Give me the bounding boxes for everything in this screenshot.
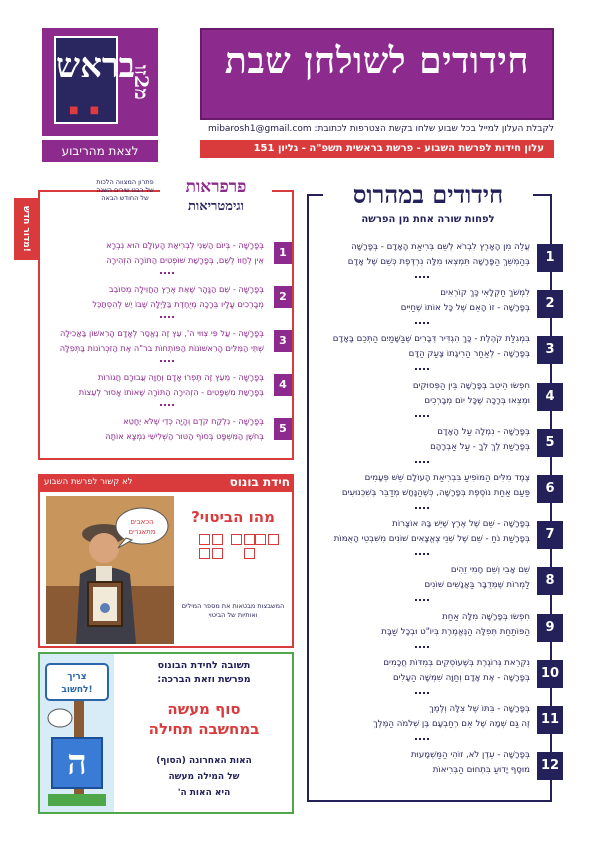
riddle-line: הַפּוֹתַחַת תְּפִלָּה הַנֶּאֱמֶרֶת בְּיוֹ"ט וּבְכָל שַׁבָּת	[381, 626, 530, 637]
pearl-number: 2	[274, 286, 292, 308]
riddle-line: בְּהַמְשֵׁךְ הַפָּרָשָׁה תִּמְצְאוּ מִלָּה נִרְדֶּפֶת כְּשֵׁם שֶׁל אָדָם	[347, 257, 530, 267]
riddle-item	[316, 469, 555, 511]
riddle-number: 4	[537, 383, 563, 411]
pearl-item	[46, 414, 294, 450]
letter-box	[255, 534, 266, 545]
row-divider	[160, 404, 174, 406]
new-section-tag: מדור חדש!	[14, 198, 38, 260]
logo-mark: בראש	[56, 46, 135, 86]
answer-source: מפרשת וזאת הברכה:	[157, 674, 251, 685]
letter-box	[244, 548, 255, 559]
pearl-line: בְּפָרָשָׁה - נִלְקַח קֹדֶם וְהָיָה כְּדֵי שֶׁלֹּא יֵחָטֵא	[123, 416, 264, 426]
pearl-line: אֵין לְחַוּוֹ לְשֵׁם, בְּפָרָשַׁת שׁוֹפְטִים הַתּוֹרָה הִזְהִירָה	[106, 255, 264, 265]
letter-box	[212, 548, 223, 559]
pearl-item	[46, 326, 294, 362]
riddle-number: 3	[537, 336, 563, 364]
riddle-text	[316, 517, 530, 547]
pearl-line: בְּפָרָשַׁת מִשְׁפָּטִים - הִזְהִירָה הַתּוֹרָה שֶׁאוֹתוֹ אָסוּר לְעֵצוֹת	[78, 387, 264, 397]
logo-caption: לצאת מהריבוע	[42, 140, 158, 162]
letter-box	[244, 534, 255, 545]
riddle-text	[316, 286, 530, 316]
answer-explanation-line2: של המילה מעשה	[168, 772, 240, 782]
riddle-line: בְּפָרָשָׁה - בִּתּוֹ שֶׁל צִלָּה וְלֶמֶךְ	[429, 704, 530, 714]
answer-heading: תשובה לחידת הבונוס	[157, 660, 251, 671]
issue-bar: עלון חידות לפרשת השבוע - פרשת בראשית תשפ"ה - גליון 151	[200, 140, 554, 158]
row-divider	[415, 322, 429, 324]
riddle-line: בְּפָרָשַׁת לֶךְ לְךָ - עַל אַבְרָהָם	[430, 441, 530, 452]
riddle-number: 8	[537, 567, 563, 595]
riddle-line: בְּפָרָשָׁה - שֵׁם שֶׁל אֶרֶץ שֶׁיֵּשׁ בָּהּ אוֹצָרוֹת	[392, 519, 530, 530]
pearls-title: פרפראות	[185, 177, 247, 197]
riddle-text	[316, 425, 530, 455]
newsletter-title: חידודים לשולחן שבת	[224, 40, 530, 82]
letter-box	[199, 548, 210, 559]
riddle-item	[316, 330, 555, 372]
answer-explanation-line1: האות האחרונה (הסוף)	[156, 756, 252, 766]
pearl-item	[46, 238, 294, 274]
answer-explanation-line3: היא האות ה'	[177, 788, 231, 798]
speech-bubble-line: מתאגרים	[128, 528, 156, 536]
pearl-number: 1	[274, 242, 292, 264]
pearl-number: 4	[274, 374, 292, 396]
pearl-text	[46, 370, 264, 400]
letter-box	[231, 534, 242, 545]
pearl-number: 5	[274, 418, 292, 440]
riddle-item	[316, 284, 555, 326]
riddle-number: 5	[537, 429, 563, 457]
riddle-line: שֵׁם אָבִי וְשֵׁם חָמִי זֵהִים	[450, 565, 530, 576]
logo-dots: ■ ■	[68, 105, 104, 116]
row-divider	[415, 415, 429, 417]
svg-text:צריך: צריך	[67, 672, 87, 682]
row-divider	[160, 316, 174, 318]
row-divider	[415, 738, 429, 740]
logo	[42, 28, 158, 136]
riddle-number: 11	[537, 706, 563, 734]
riddle-number: 10	[537, 660, 563, 688]
riddle-item	[316, 700, 560, 742]
riddle-line: בְּפָרָשָׁה - זוֹ הָאֵם שֶׁל כָּל אוֹתוֹ שֶׁחַיִּים	[400, 303, 530, 314]
row-divider	[415, 368, 429, 370]
riddle-item	[316, 746, 560, 788]
pearl-number: 3	[274, 330, 292, 352]
bonus-question: מהו הביטוי?	[191, 508, 275, 526]
man-with-certificate-icon	[46, 496, 174, 644]
riddle-line: לַמְרוֹת שֶׁמְּדֻבָּר בַּאֲנָשִׁים שׁוֹנִים	[424, 580, 530, 591]
pearl-line: בְּפָרָשָׁה - עַל פִּי צִוּוּי ה', עֵץ זֶה נֶאֱסַר לְאָדָם הָרִאשׁוֹן בַּאֲכִילָה	[60, 328, 264, 338]
riddle-text	[316, 702, 530, 732]
riddle-line: חִפְשׂוּ הֵיטֵב בְּפָרָשָׁה בֵּין הַפְּסוּקִים	[412, 380, 530, 391]
pearl-text	[46, 282, 264, 312]
riddle-text	[316, 656, 530, 686]
riddle-line: בְּפָרָשַׁת נֹחַ - שֵׁם שֶׁל שְׁנֵי צֶאֱצָאִים שׁוֹנִים מִשִּׁבְטֵי הָאֻמּוֹת	[333, 534, 530, 545]
riddle-number: 6	[537, 475, 563, 503]
riddle-number: 2	[537, 290, 563, 318]
riddle-text	[316, 379, 530, 409]
riddle-number: 7	[537, 521, 563, 549]
riddle-item	[316, 377, 555, 419]
riddle-line: זֶה גַּם שְׁמָהּ שֶׁל אֵם רְחַבְעָם בֶּן שְׁלֹמֹה הַמֶּלֶךְ	[373, 719, 530, 729]
riddles-title: חידודים במהרוס	[352, 180, 504, 209]
riddle-line: לִמְשֹׁךְ חַקְלָאִי כָּךְ קוֹרְאִים	[440, 288, 530, 299]
riddle-line: בִּמְגִלַּת קֹהֶלֶת - כָּךְ הִגְדִּיר דְּבָרִים שֶׁבַּשָּׁמַיִם הַתְּכֵם בָּאָדָם	[332, 334, 530, 345]
letter-box	[268, 534, 279, 545]
subscribe-line: לקבלת העלון למייל בכל שבוע שלחו בקשת הצטרפות לכתובת: mibarosh1@gmail.com	[207, 124, 554, 134]
pearl-text	[46, 326, 264, 356]
riddle-text	[316, 240, 530, 270]
pearl-line: מְבָרְכִים עָלָיו בְּרָכָה מְיֻחֶדֶת בַּלַּיְלָה שֶׁבּוֹ יֵשׁ לְהִסְתַּכֵּל	[92, 299, 264, 309]
bonus-note-link: לא קשור לפרשת השבוע	[44, 477, 133, 487]
row-divider	[160, 272, 174, 274]
pearl-line: בְּפָרָשָׁה - בְּיוֹם הַשֵּׁנִי לְבְרִיאַת הָעוֹלָם הוּא נִבְרָא	[106, 240, 264, 250]
svg-text:לחשוב!: לחשוב!	[61, 685, 93, 695]
row-divider	[415, 646, 429, 648]
riddle-item	[316, 654, 560, 696]
riddle-line: בְּפָרָשָׁה - לְאַחַר הַרִיגָתוֹ צָעַק הַדָּם	[408, 349, 530, 360]
row-divider	[415, 276, 429, 278]
riddle-text	[316, 748, 530, 778]
pearl-line: בְּפָרָשָׁה - שֵׁם הַנָּהָר שֶׁאֵת אֶרֶץ הַחֲוִילָה מְסוֹבֵב	[108, 284, 264, 294]
pearl-text	[46, 414, 264, 444]
riddle-line: חִפְשׂוּ בְּפָרָשָׁה מִלָּה אַחַת	[442, 611, 530, 622]
riddle-item	[316, 515, 555, 557]
riddle-number: 1	[537, 244, 563, 272]
pearl-text	[46, 238, 264, 268]
riddle-line: עֲלֵה מִן הָאָרֶץ לִבְרֹא לְשֵׁם בְּרִיאַת הָאָדָם - בְּפָרָשָׁה	[351, 242, 530, 252]
row-divider	[415, 507, 429, 509]
riddles-subtitle: לפחות שורה אחת מן הפרשה	[361, 214, 495, 225]
pearls-subtitle: וגימטריאות	[188, 199, 244, 214]
bonus-illustration	[46, 496, 174, 644]
riddle-line: צֶמֶד מִלִּים הַמּוֹפִיעַ בִּבְרִיאַת הָעוֹלָם שֵׁשׁ פְּעָמִים	[364, 473, 530, 483]
riddle-item	[316, 608, 555, 650]
riddle-number: 12	[537, 752, 563, 780]
row-divider	[415, 553, 429, 555]
svg-text:ה: ה	[67, 743, 87, 783]
pearl-line: בְּפָרָשָׁה - מֵעֵץ זֶה תֶּפְרוּ אָדָם וְחַוָּה עֲבוּרָם חֲגוֹרוֹת	[97, 372, 264, 382]
pearl-line: בְּחֹשֶׁן הַמִּשְׁפָּט בְּסוֹף הַטּוּר הַשְּׁלִישִׁי נִמְצָא אוֹתָהּ	[105, 431, 264, 441]
pearl-item	[46, 370, 294, 406]
riddle-item	[316, 561, 555, 603]
riddle-line: בְּפָרָשָׁה - אֶת אָדָם וְחַוָּה שִׁמְּשָׁה הַעָלִים	[392, 672, 530, 683]
pearls-side-note: פתרון המצווה הלכות של רבנו שירים השנה של החודש הבאה	[96, 178, 154, 202]
row-divider	[415, 461, 429, 463]
logo-side-text: מ2זו	[130, 64, 152, 100]
riddle-line: פַּעַם אַחַת נוֹסֶפֶת בְּפָרָשָׁה, כְּשֶׁהַנָּחָשׁ מְדַבֵּר בְּשִׁכְנוּעִים	[341, 488, 530, 498]
row-divider	[160, 360, 174, 362]
answer-phrase-line2: במחשבה תחילה	[148, 720, 260, 738]
riddle-line: בְּפָרָשָׁה - נִמְלָה עַל הָאָדָם	[437, 426, 530, 437]
riddle-line: וּמְצְאוּ בְּרָכָה שֶׁכָּל יוֹם מְבָרְכִים	[424, 395, 530, 406]
logo-square	[54, 36, 135, 124]
riddle-text	[316, 610, 530, 640]
think-sign-illustration	[40, 654, 114, 812]
pearl-item	[46, 282, 294, 318]
letter-box	[199, 534, 210, 545]
riddle-text	[316, 471, 530, 501]
letter-box	[212, 534, 223, 545]
riddle-item	[316, 238, 555, 280]
answer-phrase-line1: סוף מעשה	[167, 700, 241, 718]
bonus-title: חידת בונוס	[229, 475, 290, 489]
row-divider	[415, 692, 429, 694]
grid-explanation: המשבצות מבטאות את מספר המילים ואותיות של הביטוי	[181, 602, 285, 619]
riddle-text	[316, 563, 530, 593]
row-divider	[415, 599, 429, 601]
riddle-number: 9	[537, 614, 563, 642]
pointing-hand-icon	[40, 654, 114, 812]
riddle-text	[316, 332, 530, 362]
riddle-line: בְּפָרָשָׁה - עֵדֶן לֹא, זוֹהִי הַמַּשְׁמָעוּת	[410, 750, 530, 761]
pearl-line: שְׁתֵּי הַמִּלִּים הָרִאשׁוֹנוֹת הַפּוֹתְחוֹת בר"ה אֶת הַזִּכְרוֹנוֹת בַּתְּפִלָּה	[59, 343, 264, 353]
speech-bubble-line: הכאבים	[130, 518, 154, 526]
header-banner	[200, 28, 554, 120]
riddle-line: נִקְרֵאת גְּרוֹגֶרֶת בְּשֶׁעוֹסְקִים בְּמִדּוֹת חֲכָמִים	[383, 657, 530, 668]
riddle-line: מוּסָף יָדוּעַ בִּתְחוּם הַבְּרִיאוֹת	[432, 765, 530, 776]
riddle-item	[316, 423, 555, 465]
